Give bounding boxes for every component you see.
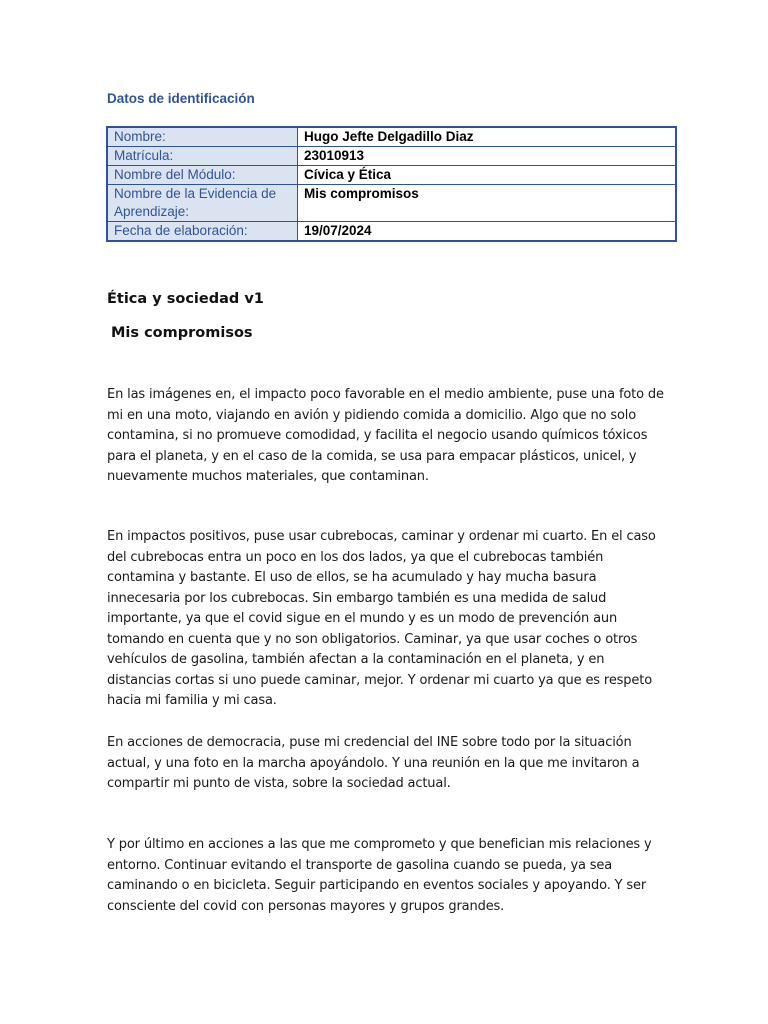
paragraph-democracy: En acciones de democracia, puse mi credencial del INE sobre todo por la situación actual, y una foto en la marcha apoyándolo. Y una reunión en la que me invitaron a compartir mi punto de vista, sobre la sociedad actual. (107, 735, 640, 791)
document-title: Mis compromisos (111, 325, 253, 341)
row-label-fecha: Fecha de elaboración: (107, 222, 298, 242)
row-label-matricula: Matrícula: (107, 147, 298, 166)
course-heading: Ética y sociedad v1 (107, 291, 264, 307)
row-value-modulo: Cívica y Ética (298, 166, 677, 185)
identification-title: Datos de identificación (107, 91, 255, 106)
table-row (107, 222, 676, 242)
row-value-nombre: Hugo Jefte Delgadillo Diaz (298, 127, 677, 147)
paragraph-negative-impact: En las imágenes en, el impacto poco favorable en el medio ambiente, puse una foto de mi en una moto, viajando en avión y pidiendo comida a domicilio. Algo que no solo contamina, si no promueve comodidad, y facilita el negocio usando químicos tóxicos para el planeta, y en el caso de la comida, se usa para empacar plásticos, unicel, y nuevamente muchos materiales, que contaminan. (107, 387, 664, 484)
row-value-fecha: 19/07/2024 (298, 222, 677, 242)
row-label-evidencia: Nombre de la Evidencia de Aprendizaje: (107, 185, 298, 222)
identification-table (106, 126, 677, 242)
row-value-matricula: 23010913 (298, 147, 677, 166)
row-label-modulo: Nombre del Módulo: (107, 166, 298, 185)
table-row (107, 185, 676, 222)
paragraph-commitments: Y por último en acciones a las que me comprometo y que benefician mis relaciones y entorno. Continuar evitando el transporte de gasolina cuando se pueda, ya sea caminando o en bicicleta. Seguir participando en eventos sociales y apoyando. Y ser consciente del covid con personas mayores y grupos grandes. (107, 837, 652, 914)
table-row (107, 166, 676, 185)
row-label-nombre: Nombre: (107, 127, 298, 147)
table-row (107, 127, 676, 147)
row-value-evidencia: Mis compromisos (298, 185, 677, 222)
paragraph-positive-impact: En impactos positivos, puse usar cubrebocas, caminar y ordenar mi cuarto. En el caso del cubrebocas entra un poco en los dos lados, ya que el cubrebocas también contamina y bastante. El uso de ellos, se ha acumulado y hay mucha basura innecesaria por los cubrebocas. Sin embargo también es una medida de salud importante, ya que el covid sigue en el mundo y es un modo de prevención aun tomando en cuenta que y no son obligatorios. Caminar, ya que usar coches o otros vehículos de gasolina, también afectan a la contaminación en el planeta, y en distancias cortas si uno puede caminar, mejor. Y ordenar mi cuarto ya que es respeto hacia mi familia y mi casa. (107, 529, 656, 708)
table-row (107, 147, 676, 166)
